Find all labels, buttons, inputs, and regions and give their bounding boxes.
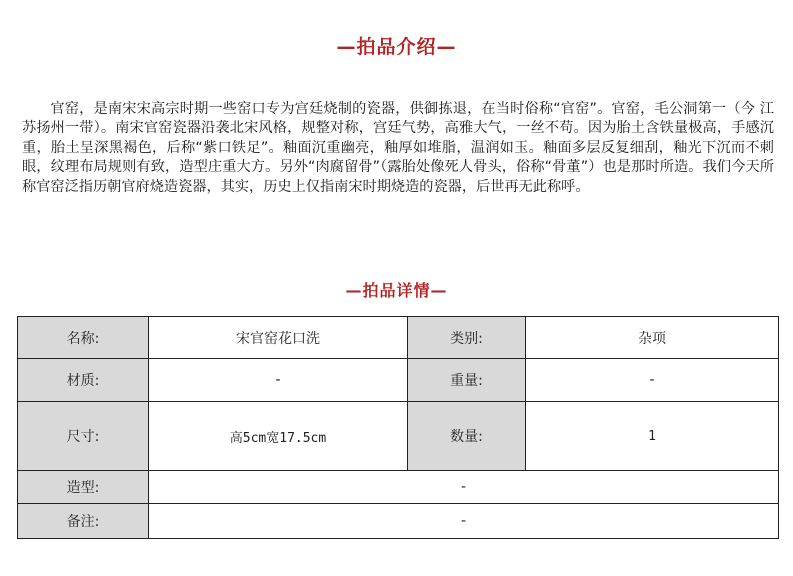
table-row [18,317,779,359]
quantity-label: 数量: [408,402,526,471]
details-table [17,316,779,539]
name-value: 宋官窑花口洗 [149,317,408,359]
category-label: 类别: [408,317,526,359]
weight-label: 重量: [408,359,526,402]
intro-paragraph: 官窑，是南宋宋高宗时期一些窑口专为宫廷烧制的瓷器，供御拣退，在当时俗称“官窑”。官窑，毛公洞第一（今 江苏扬州一带）。南宋官窑瓷器沿袭北宋风格，规整对称，宫廷气势，高雅大气，一丝不苟。因为胎土含铁量极高，手感沉重，胎土呈深黑褐色，后称“紫口铁足”。釉面沉重幽亮，釉厚如堆脂，温润如玉。釉面多层反复细刮，釉光下沉而不刺眼，纹理布局规则有致，造型庄重大方。另外“肉腐留骨”（露胎处像死人骨头，俗称“骨董”）也是那时所造。我们今天所称官窑泛指历朝官府烧造瓷器，其实，历史上仅指南宋时期烧造的瓷器，后世再无此称呼。 [22,101,774,195]
notes-label: 备注: [18,504,149,539]
weight-value: - [526,359,779,402]
shape-value: - [149,471,779,504]
details-section-title: —拍品详情— [345,281,448,300]
shape-label: 造型: [18,471,149,504]
material-value: - [149,359,408,402]
material-label: 材质: [18,359,149,402]
table-row [18,402,779,471]
table-row [18,504,779,539]
notes-value: - [149,504,779,539]
size-value: 高5cm宽17.5cm [149,402,408,471]
name-label: 名称: [18,317,149,359]
quantity-value: 1 [526,402,779,471]
category-value: 杂项 [526,317,779,359]
table-row [18,471,779,504]
size-label: 尺寸: [18,402,149,471]
table-row [18,359,779,402]
intro-section-title: —拍品介绍— [336,36,457,58]
